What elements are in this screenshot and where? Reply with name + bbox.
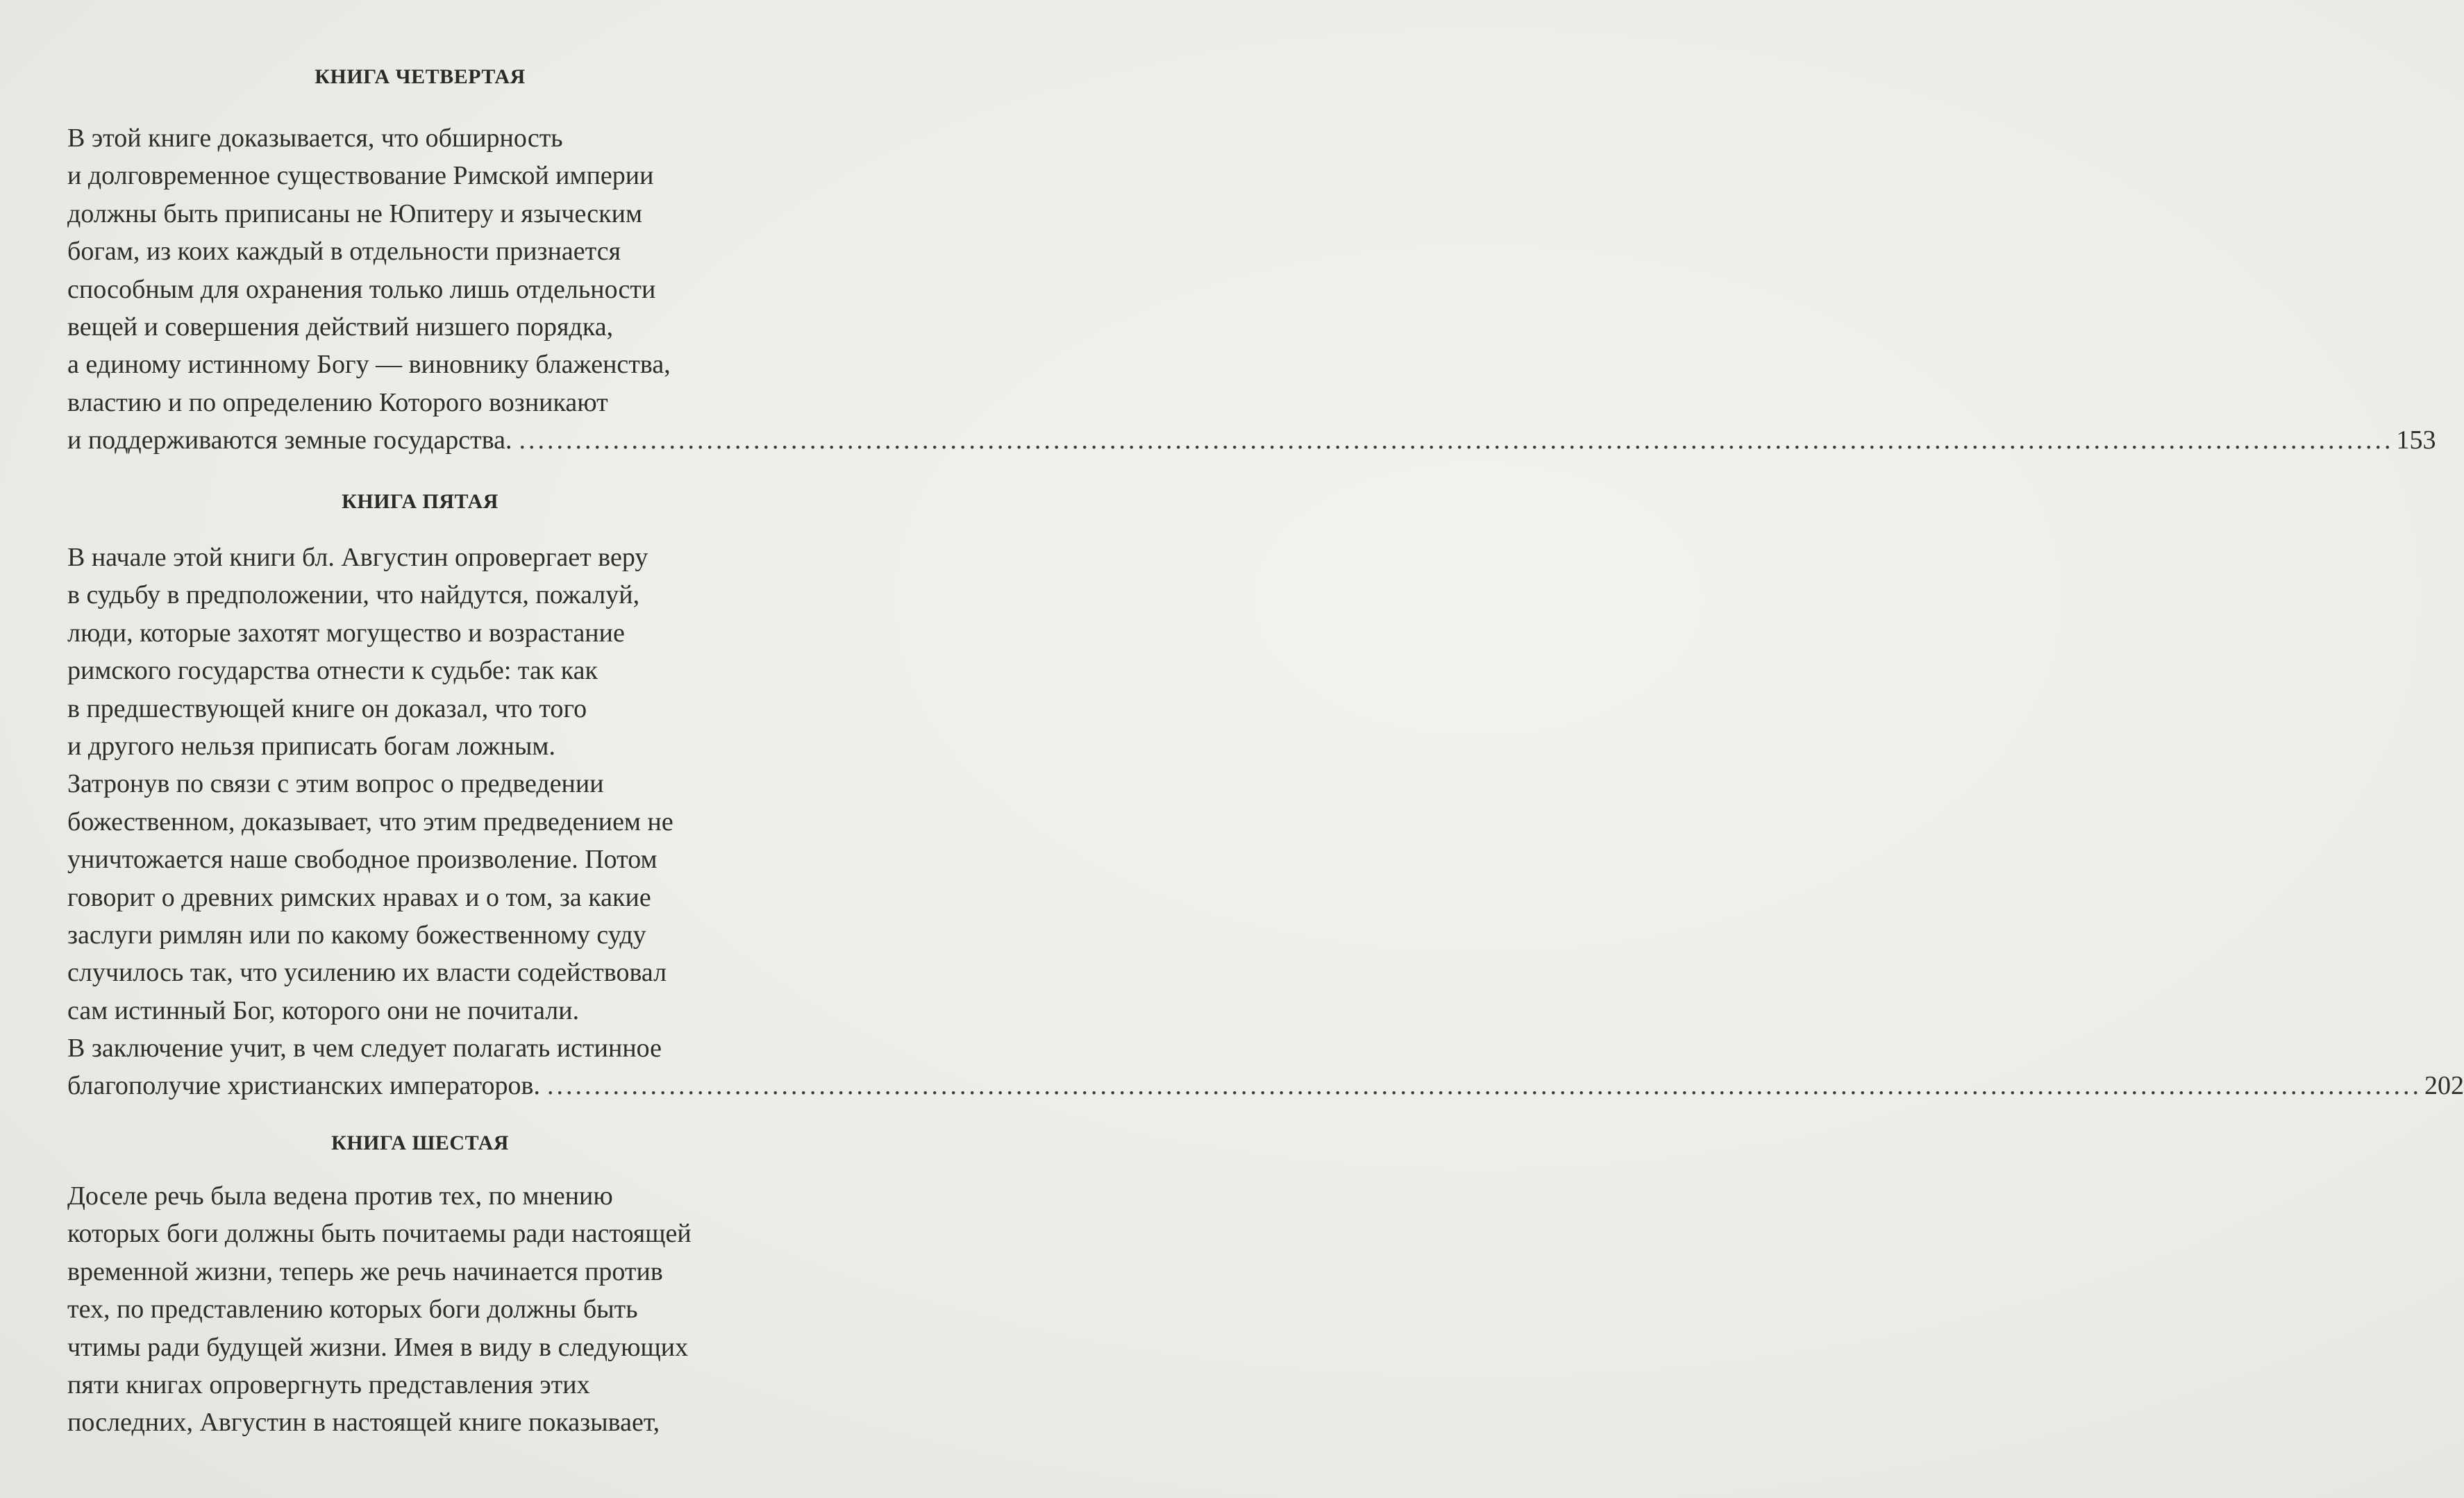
page-number: 153 — [2396, 426, 2436, 455]
text-line: случилось так, что усилению их власти содействовал — [67, 958, 667, 988]
text-line: сам истинный Бог, которого они не почитали. — [67, 995, 580, 1025]
text-line: благополучие христианских императоров. — [67, 1071, 540, 1101]
text-line: последних, Августин в настоящей книге показывает, — [67, 1408, 660, 1438]
text-line: В заключение учит, в чем следует полагать истинное — [67, 1034, 662, 1063]
text-line: способным для охранения только лишь отдельности — [67, 274, 656, 304]
text-line: властию и по определению Которого возникают — [67, 387, 608, 417]
text-line: говорит о древних римских нравах и о том, за какие — [67, 882, 651, 912]
text-line: божественном, доказывает, что этим предведением не — [67, 807, 673, 836]
text-line: которых боги должны быть почитаемы ради настоящей — [67, 1219, 692, 1249]
text-line: люди, которые захотят могущество и возрастание — [67, 618, 625, 648]
text-line: в предшествующей книге он доказал, что того — [67, 693, 587, 723]
section-text-book-five — [67, 539, 2464, 1105]
section-heading-book-four: КНИГА ЧЕТВЕРТАЯ — [315, 65, 526, 88]
section-text-book-six — [67, 1177, 824, 1442]
text-line: и поддерживаются земные государства. — [67, 426, 512, 455]
text-line: Доселе речь была ведена против тех, по мнению — [67, 1181, 613, 1211]
text-line: в судьбу в предположении, что найдутся, пожалуй, — [67, 580, 640, 610]
text-line: В начале этой книги бл. Августин опровергает веру — [67, 543, 648, 572]
text-line: тех, по представлению которых боги должны быть — [67, 1295, 638, 1324]
text-line: временной жизни, теперь же речь начинается против — [67, 1256, 663, 1286]
dot-leader: ........................................................................................................................................................................................................ — [519, 426, 2394, 455]
text-line: заслуги римлян или по какому божественному суду — [67, 920, 646, 950]
section-heading-book-five: КНИГА ПЯТАЯ — [342, 490, 498, 513]
text-line: богам, из коих каждый в отдельности признается — [67, 237, 621, 267]
text-line: и другого нельзя приписать богам ложным. — [67, 731, 555, 761]
toc-entry-line — [67, 421, 2436, 459]
text-line: уничтожается наше свободное произволение. Потом — [67, 845, 657, 875]
section-text-book-four — [67, 119, 2436, 460]
text-line: Затронув по связи с этим вопрос о предведении — [67, 769, 604, 799]
section-heading-book-six: КНИГА ШЕСТАЯ — [331, 1131, 509, 1154]
text-line: а единому истинному Богу — виновнику блаженства, — [67, 350, 671, 380]
page-number: 202 — [2424, 1071, 2464, 1101]
text-line: чтимы ради будущей жизни. Имея в виду в следующих — [67, 1332, 689, 1362]
toc-entry-line — [67, 1067, 2464, 1104]
text-line: пяти книгах опровергнуть представления этих — [67, 1370, 590, 1399]
dot-leader: ........................................................................................................................................................................................................ — [547, 1071, 2422, 1101]
text-line: и долговременное существование Римской империи — [67, 161, 654, 191]
text-line: В этой книге доказывается, что обширность — [67, 124, 563, 153]
text-line: должны быть приписаны не Юпитеру и языческим — [67, 199, 643, 228]
text-line: вещей и совершения действий низшего порядка, — [67, 312, 614, 342]
text-line: римского государства отнести к судьбе: так как — [67, 656, 598, 686]
